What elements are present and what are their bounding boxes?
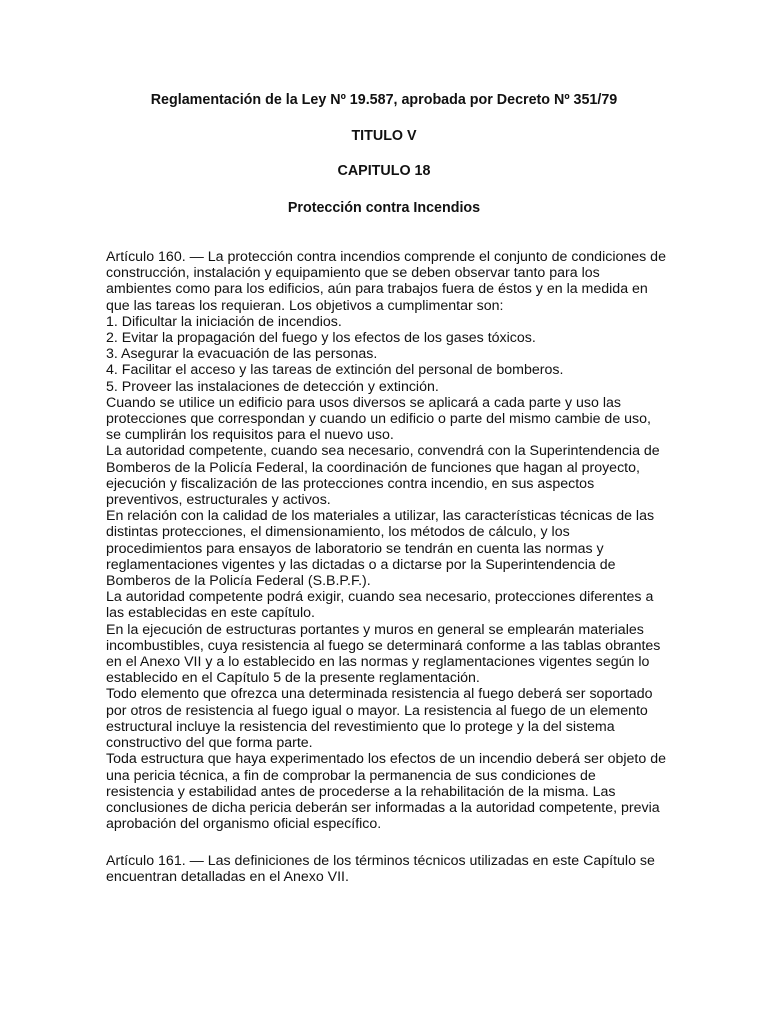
subject-heading: Protección contra Incendios xyxy=(287,200,481,216)
titulo-heading: TITULO V xyxy=(351,128,417,144)
objective-item-5: 5. Proveer las instalaciones de detección y extinción. xyxy=(106,378,439,395)
article-160 xyxy=(106,249,666,832)
paragraph-resistencia-fuego: Todo elemento que ofrezca una determinada resistencia al fuego deberá ser soportado por otros de resistencia al fuego igual o mayor. La resistencia al fuego de un elemento estructural incluye la resistencia del revestimiento que lo protege y la del sistema constructivo del que forma parte. xyxy=(106,686,653,752)
article-160-intro: Artículo 160. — La protección contra incendios comprende el conjunto de condiciones de construcción, instalación y equipamiento que se deben observar tanto para los ambientes como para los edificios, aún para trabajos fuera de éstos y en la medida en que las tareas los requieran. Los objetivos a cumplimentar son: xyxy=(106,249,666,314)
paragraph-protecciones-diferentes: La autoridad competente podrá exigir, cuando sea necesario, protecciones diferentes a las establecidas en este capítulo. xyxy=(106,589,654,622)
paragraph-estructuras-portantes: En la ejecución de estructuras portantes y muros en general se emplearán materiales incombustibles, cuya resistencia al fuego se determinará conforme a las tablas obrantes en el Anexo VII y a lo establecido en las normas y reglamentaciones vigentes según lo establecido en el Capítulo 5 de la presente reglamentación. xyxy=(106,621,661,687)
paragraph-calidad-materiales: En relación con la calidad de los materiales a utilizar, las características técnicas de las distintas protecciones, el dimensionamiento, los métodos de cálculo, y los procedimientos para ensayos de laboratorio se tendrán en cuenta las normas y reglamentaciones vigentes y las dictadas o a dictarse por la Superintendencia de Bomberos de la Policía Federal (S.B.P.F.). xyxy=(106,508,655,590)
capitulo-heading: CAPITULO 18 xyxy=(337,163,431,179)
objective-item-2: 2. Evitar la propagación del fuego y los efectos de los gases tóxicos. xyxy=(106,330,536,347)
paragraph-pericia-tecnica: Toda estructura que haya experimentado los efectos de un incendio deberá ser objeto de una pericia técnica, a fin de comprobar la permanencia de sus condiciones de resistencia y estabilidad antes de procederse a la rehabilitación de la misma. Las conclusiones de dicha pericia deberán ser informadas a la autoridad competente, previa aprobación del organismo oficial específico. xyxy=(106,751,666,833)
objective-item-4: 4. Facilitar el acceso y las tareas de extinción del personal de bomberos. xyxy=(106,362,564,379)
objective-item-1: 1. Dificultar la iniciación de incendios. xyxy=(106,313,342,330)
document-title: Reglamentación de la Ley Nº 19.587, aprobada por Decreto Nº 351/79 xyxy=(150,92,618,108)
paragraph-usos-diversos: Cuando se utilice un edificio para usos diversos se aplicará a cada parte y uso las protecciones que correspondan y cuando un edificio o parte del mismo cambie de uso, se cumplirán los requisitos para el nuevo uso. xyxy=(106,394,651,444)
paragraph-autoridad-competente: La autoridad competente, cuando sea necesario, convendrá con la Superintendencia de Bomberos de la Policía Federal, la coordinación de funciones que hagan al proyecto, ejecución y fiscalización de las protecciones contra incendio, en sus aspectos preventivos, estructurales y activos. xyxy=(106,443,660,509)
article-161 xyxy=(106,853,666,885)
article-161-text: Artículo 161. — Las definiciones de los términos técnicos utilizadas en este Capítulo se encuentran detalladas en el Anexo VII. xyxy=(106,853,655,886)
objective-item-3: 3. Asegurar la evacuación de las personas. xyxy=(106,346,378,363)
